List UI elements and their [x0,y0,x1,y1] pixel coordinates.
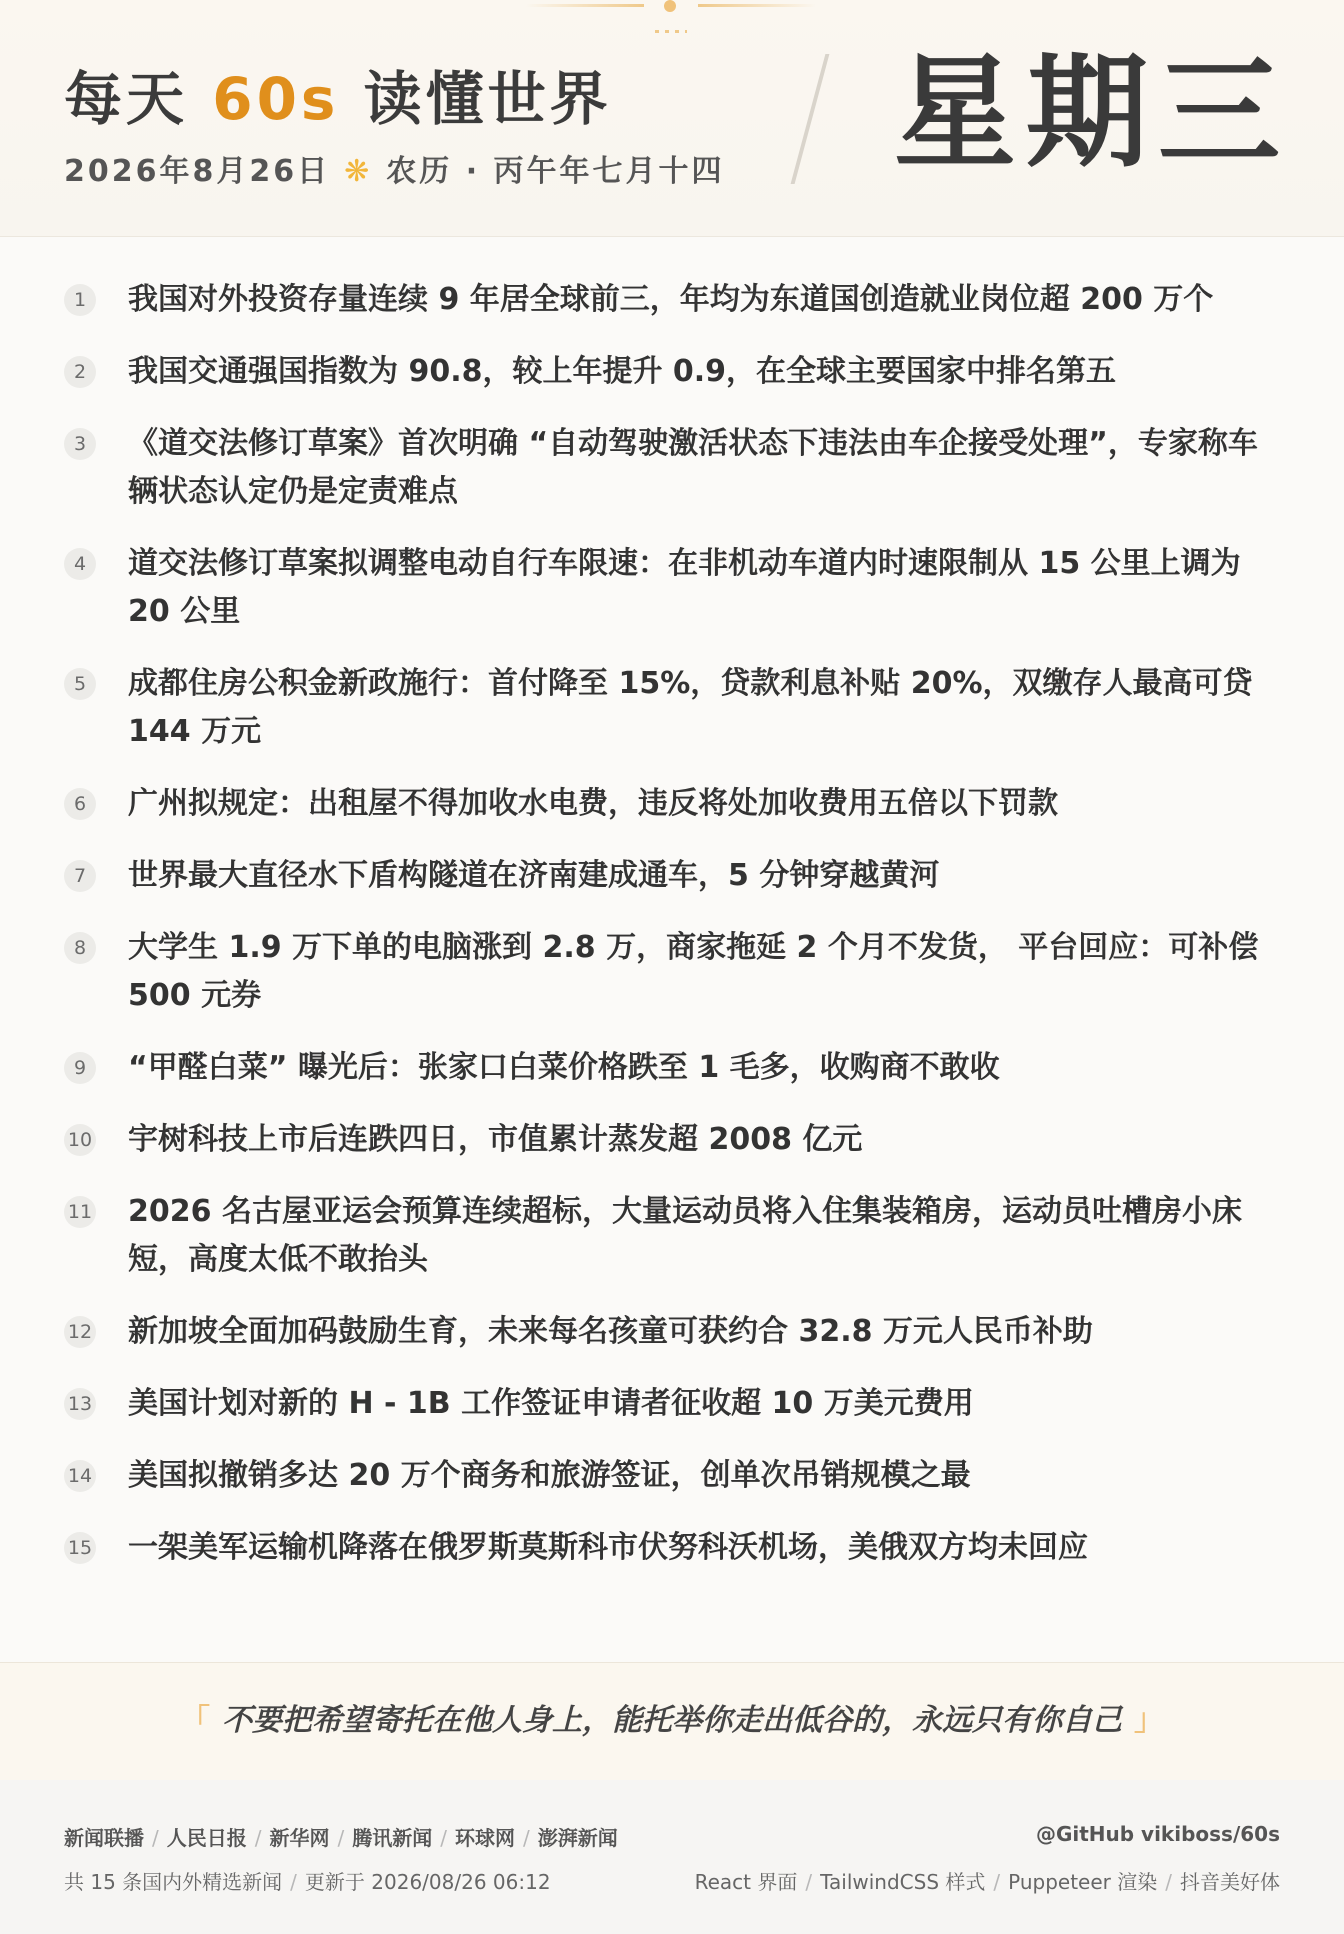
news-sources [64,1822,618,1851]
source-name: 腾讯新闻 [352,1826,433,1850]
title-highlight: 60s [212,65,340,133]
tech-item: Puppeteer 渲染 [1008,1870,1158,1894]
news-text: 大学生 1.9 万下单的电脑涨到 2.8 万，商家拖延 2 个月不发货， 平台回应：可补偿 500 元券 [128,930,1259,1013]
source-name: 人民日报 [166,1826,247,1850]
brand-title [64,52,612,136]
tech-stack [695,1866,1280,1895]
news-text: 一架美军运输机降落在俄罗斯莫斯科市伏努科沃机场，美俄双方均未回应 [128,1530,1088,1565]
update-time: 更新于 2026/08/26 06:12 [304,1870,551,1894]
separator: / [993,1870,1001,1894]
github-link[interactable]: @GitHub vikiboss/60s [1035,1822,1280,1846]
news-number-badge: 9 [64,1052,96,1084]
news-number-badge: 15 [64,1532,96,1564]
separator: / [805,1870,813,1894]
news-text: 我国对外投资存量连续 9 年居全球前三，年均为东道国创造就业岗位超 200 万个 [128,282,1214,317]
news-count: 共 15 条国内外精选新闻 [64,1870,283,1894]
news-number-badge: 1 [64,284,96,316]
news-item [0,1308,1344,1356]
news-item [0,780,1344,828]
daily-quote [0,1695,1344,1739]
news-text: 世界最大直径水下盾构隧道在济南建成通车，5 分钟穿越黄河 [128,858,940,893]
news-number-badge: 7 [64,860,96,892]
tech-item: React 界面 [694,1870,798,1894]
separator: / [337,1826,345,1850]
news-text: 广州拟规定：出租屋不得加收水电费，违反将处加收费用五倍以下罚款 [128,786,1058,821]
news-text: 宇树科技上市后连跌四日，市值累计蒸发超 2008 亿元 [128,1122,863,1157]
news-number-badge: 8 [64,932,96,964]
source-name: 新闻联播 [64,1826,144,1850]
news-number-badge: 5 [64,668,96,700]
news-item [0,1116,1344,1164]
tech-item: TailwindCSS 样式 [820,1870,986,1894]
news-item [0,1452,1344,1500]
quote-open-mark: 「 [180,1703,210,1738]
news-item [0,1524,1344,1572]
news-item [0,348,1344,396]
news-list [0,236,1344,1596]
top-accent-decoration [526,0,816,40]
news-item [0,852,1344,900]
news-item [0,1044,1344,1092]
news-number-badge: 4 [64,548,96,580]
news-item [0,660,1344,756]
separator: / [1165,1870,1172,1894]
lunar-date: 农历 · 丙午年七月十四 [386,154,725,189]
date-line [64,146,725,190]
source-name: 环球网 [455,1826,515,1850]
news-number-badge: 6 [64,788,96,820]
separator: / [523,1826,530,1850]
source-name: 澎湃新闻 [537,1826,618,1850]
news-item [0,1188,1344,1284]
footer [0,1780,1344,1934]
tech-item: 抖音美好体 [1180,1870,1280,1894]
news-item [0,276,1344,324]
news-item [0,540,1344,636]
news-item [0,1380,1344,1428]
title-suffix: 读懂世界 [363,65,612,133]
solar-date: 2026年8月26日 [64,154,331,189]
news-item [0,420,1344,516]
news-text: 2026 名古屋亚运会预算连续超标，大量运动员将入住集装箱房，运动员吐槽房小床短，高度太低不敢抬头 [128,1194,1242,1277]
footer-meta: 共 15 条国内外精选新闻 / 更新于 2026/08/26 06:12 [64,1870,551,1894]
news-text: 美国计划对新的 H - 1B 工作签证申请者征收超 10 万美元费用 [128,1386,974,1421]
header [0,0,1344,237]
weekday: 星期三 [894,42,1290,184]
quote-close-mark: 」 [1134,1703,1164,1738]
source-name: 新华网 [269,1826,330,1850]
quote-band [0,1662,1344,1782]
news-text: 成都住房公积金新政施行：首付降至 15%，贷款利息补贴 20%，双缴存人最高可贷 144 万元 [128,666,1253,749]
news-text: 美国拟撤销多达 20 万个商务和旅游签证，创单次吊销规模之最 [128,1458,971,1493]
news-text: “甲醛白菜” 曝光后：张家口白菜价格跌至 1 毛多，收购商不敢收 [128,1050,1000,1085]
news-number-badge: 13 [64,1388,96,1420]
news-number-badge: 3 [64,428,96,460]
news-number-badge: 12 [64,1316,96,1348]
news-item [0,924,1344,1020]
quote-text: 不要把希望寄托在他人身上，能托举你走出低谷的，永远只有你自己 [222,1703,1122,1738]
news-text: 我国交通强国指数为 90.8，较上年提升 0.9，在全球主要国家中排名第五 [128,354,1117,389]
news-number-badge: 14 [64,1460,96,1492]
asterisk-icon: ❋ [344,154,373,189]
separator: / [440,1826,447,1850]
news-text: 道交法修订草案拟调整电动自行车限速：在非机动车道内时速限制从 15 公里上调为 20 公里 [128,546,1241,629]
news-number-badge: 10 [64,1124,96,1156]
news-text: 《道交法修订草案》首次明确 “自动驾驶激活状态下违法由车企接受处理”，专家称车辆状态认定仍是定责难点 [128,426,1258,509]
header-divider [791,54,830,184]
separator: / [254,1826,262,1850]
news-number-badge: 2 [64,356,96,388]
separator: / [152,1826,159,1850]
news-text: 新加坡全面加码鼓励生育，未来每名孩童可获约合 32.8 万元人民币补助 [128,1314,1093,1349]
title-prefix: 每天 [64,65,189,133]
news-number-badge: 11 [64,1196,96,1228]
